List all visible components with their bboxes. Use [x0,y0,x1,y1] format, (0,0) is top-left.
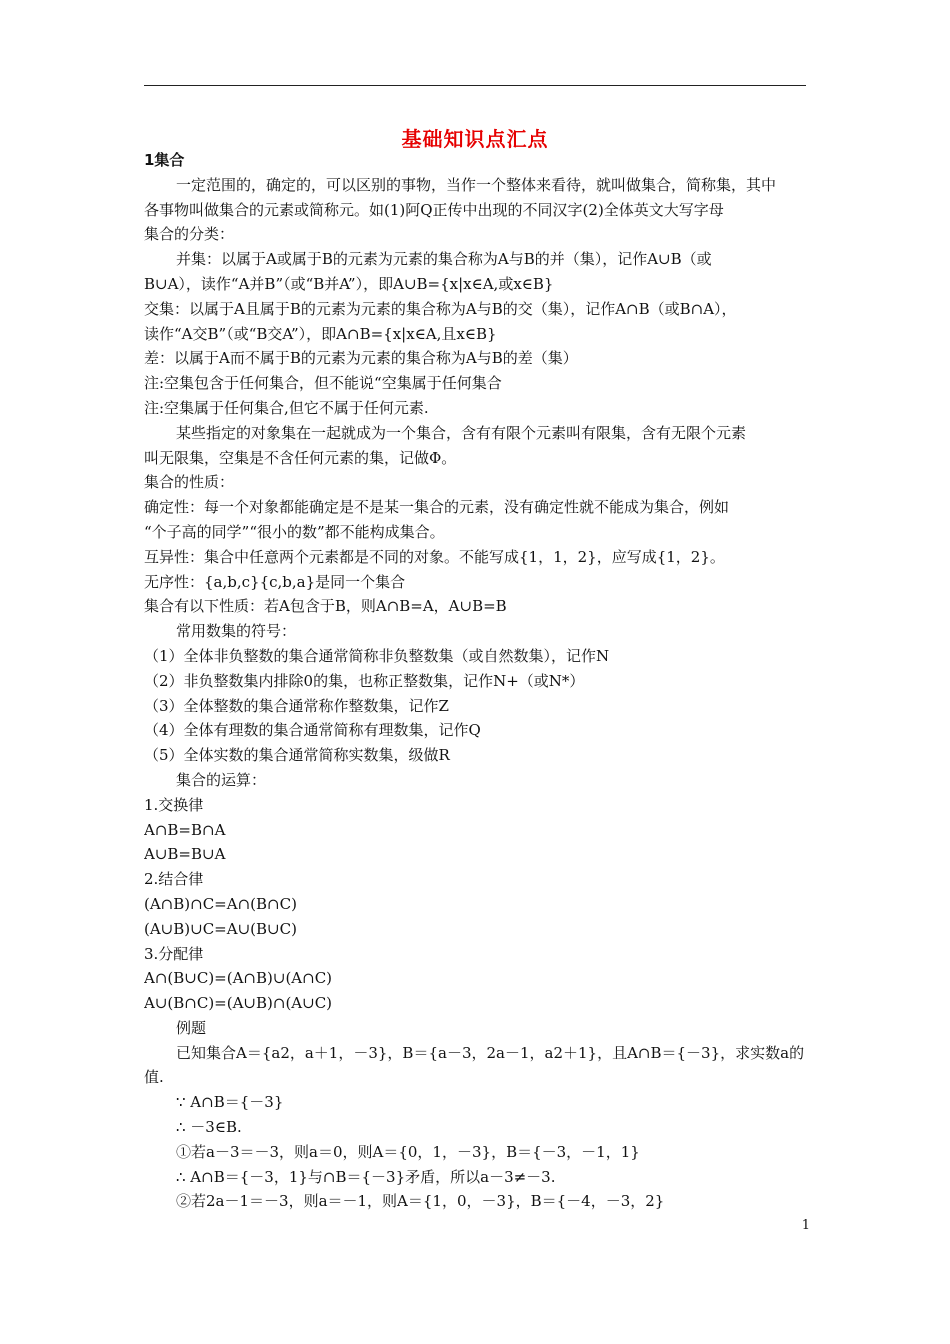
text-line: A∪B=B∪A [144,845,226,864]
text-line: ∴ －3∈B. [176,1118,242,1137]
text-line: 值. [144,1068,164,1087]
text-line: 各事物叫做集合的元素或简称元。如(1)阿Q正传中出现的不同汉字(2)全体英文大写字母 [144,200,724,219]
text-line: ∵ A∩B＝{－3} [176,1093,284,1112]
text-line: (A∩B)∩C=A∩(B∩C) [144,894,297,913]
text-line: （3）全体整数的集合通常称作整数集，记作Z [144,696,449,715]
text-line: 1.交换律 [144,795,204,814]
text-line: （1）全体非负整数的集合通常简称非负整数集（或自然数集），记作N [144,646,610,665]
text-line: 集合的分类： [144,225,235,244]
text-line: 常用数集的符号： [176,622,297,641]
text-line: 一定范围的，确定的，可以区别的事物，当作一个整体来看待，就叫做集合，简称集，其中 [176,175,777,194]
text-line: 注:空集包含于任何集合，但不能说“空集属于任何集合 [144,374,502,393]
header-rule [144,85,806,86]
text-line: 并集：以属于A或属于B的元素为元素的集合称为A与B的并（集），记作A∪B（或 [176,250,712,269]
text-line: 例题 [176,1018,207,1037]
text-line: 交集：以属于A且属于B的元素为元素的集合称为A与B的交（集），记作A∩B（或B∩A）， [144,299,737,318]
text-line: ①若a－3＝－3，则a＝0，则A＝{0，1，－3}，B＝{－3，－1，1} [176,1142,640,1161]
text-line: 集合有以下性质：若A包含于B，则A∩B=A，A∪B=B [144,597,507,616]
text-line: 某些指定的对象集在一起就成为一个集合，含有有限个元素叫有限集，含有无限个元素 [176,423,747,442]
text-line: A∩(B∪C)=(A∩B)∪(A∩C) [144,969,333,988]
text-line: 读作“A交B”（或“B交A”），即A∩B={x|x∈A,且x∈B} [144,324,497,343]
text-line: （4）全体有理数的集合通常简称有理数集，记作Q [144,721,481,740]
text-line: 集合的运算： [176,770,267,789]
text-line: A∩B=B∩A [144,820,226,839]
text-line: “个子高的同学”“很小的数”都不能构成集合。 [144,522,445,541]
text-line: (A∪B)∪C=A∪(B∪C) [144,919,297,938]
document-body [144,148,810,1214]
text-line: ②若2a－1＝－3，则a＝－1，则A＝{1，0，－3}，B＝{－4，－3，2} [176,1192,665,1211]
text-line: 确定性：每一个对象都能确定是不是某一集合的元素，没有确定性就不能成为集合，例如 [144,498,730,517]
text-line: 差：以属于A而不属于B的元素为元素的集合称为A与B的差（集） [144,349,578,368]
page-number: 1 [801,1218,810,1233]
page-title: 基础知识点汇点 [401,127,549,151]
text-line: ∴ A∩B＝{－3，1}与∩B＝{－3}矛盾，所以a－3≠－3. [176,1167,556,1186]
text-line: A∪(B∩C)=(A∪B)∩(A∪C) [144,994,333,1013]
text-line: 2.结合律 [144,870,204,889]
text-line: （2）非负整数集内排除0的集，也称正整数集，记作N+（或N*） [144,671,585,690]
text-line: 叫无限集，空集是不含任何元素的集，记做Φ。 [144,448,457,467]
section-heading: 1集合 [144,151,185,169]
text-line: 注:空集属于任何集合,但它不属于任何元素. [144,398,429,417]
text-line: 无序性：{a,b,c}{c,b,a}是同一个集合 [144,572,406,591]
text-line: B∪A），读作“A并B”（或“B并A”），即A∪B={x|x∈A,或x∈B} [144,274,554,293]
text-line: 已知集合A＝{a2，a＋1，－3}，B＝{a－3，2a－1，a2＋1}，且A∩B＝{－3}，求实数a的 [176,1043,805,1062]
text-line: 集合的性质： [144,473,235,492]
text-line: 互异性：集合中任意两个元素都是不同的对象。不能写成{1，1，2}，应写成{1，2}。 [144,547,725,566]
text-line: 3.分配律 [144,944,204,963]
text-line: （5）全体实数的集合通常简称实数集，级做R [144,746,450,765]
